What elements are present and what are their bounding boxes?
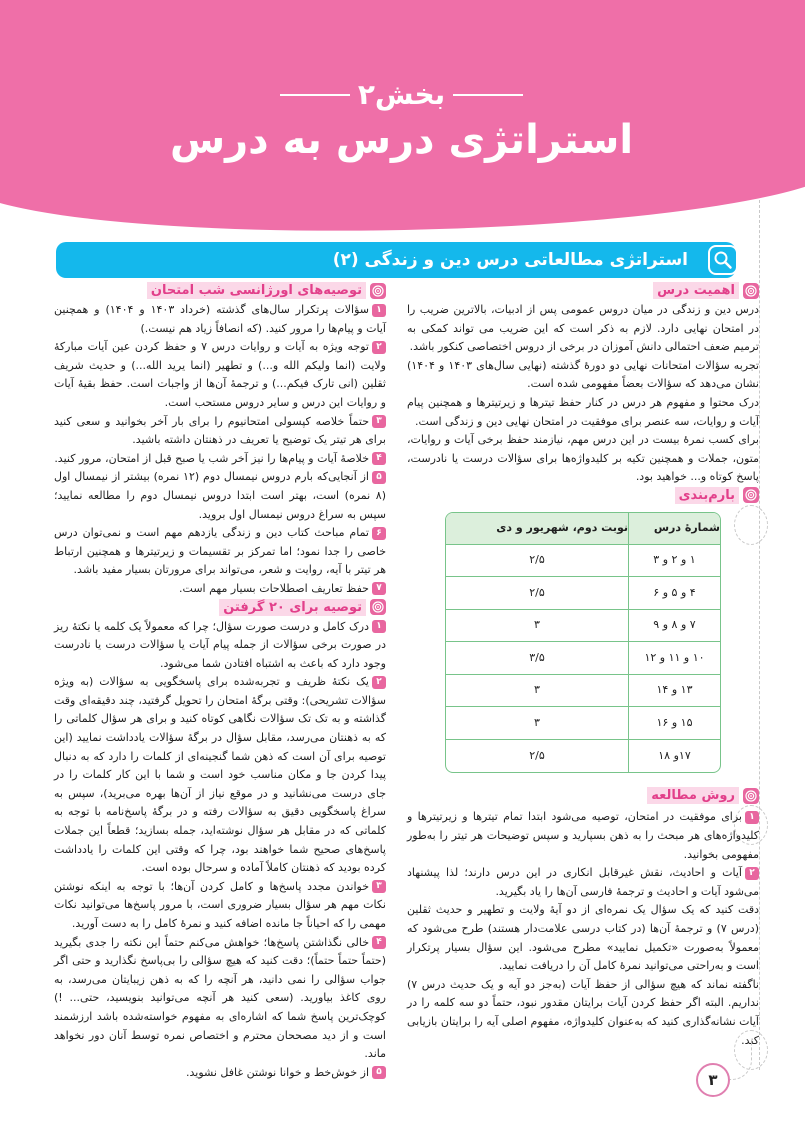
score-cell: ۳ (447, 707, 629, 740)
item-number: ۵ (373, 1066, 387, 1079)
score-cell: ۲/۵ (447, 577, 629, 610)
right-column (408, 282, 760, 1050)
paragraph: تجربه سؤالات امتحانات نهایی دو دورهٔ گذشته (نهایی سال‌های ۱۴۰۳ و ۱۴۰۴) نشان می‌دهد که سؤالات بعضاً مفهومی شده است. (408, 358, 760, 391)
lesson-cell: ۱۵ و ۱۶ (629, 707, 721, 740)
list-item (55, 301, 387, 338)
item-text: از خوش‌خط و خوانا نوشتن غافل نشوید. (187, 1065, 370, 1079)
lesson-cell: ۱۷و ۱۸ (629, 740, 721, 773)
list-item (55, 413, 387, 450)
study-method-title: روش مطالعه (648, 787, 740, 804)
lesson-cell: ۱۰ و ۱۱ و ۱۲ (629, 642, 721, 675)
item-number: ۴ (373, 452, 387, 465)
target-icon (371, 599, 387, 615)
divider (454, 94, 524, 96)
lesson-cell: ۱۳ و ۱۴ (629, 675, 721, 708)
list-item (55, 618, 387, 674)
score-cell: ۳/۵ (447, 642, 629, 675)
item-number: ۲ (373, 676, 387, 689)
list-item (55, 524, 387, 580)
item-text: یک نکتهٔ ظریف و تجربه‌شده برای پاسخگویی به سؤالات (به ویژه سؤالات تشریحی): وقتی برگهٔ امتحان را تحویل گرفتید، چند دقیقه‌ای وقت گذاشته و به تک تک سؤالات نگاهی کوتاه کنید و برای هر سؤال کلماتی را که به ذهنتان می‌رسد، مقابل سؤال در برگهٔ سؤالات یادداشت نمایید (این توصیه برای آن است که ذهن شما گنجینه‌ای از کلمات را دارد که به دنبال پیدا کردن جا و مکان مناسب خود است و شما با این کار کلمات را در جای درست می‌نشانید و در موقع نیاز از آن‌ها بهره می‌برید)، سپس به سراغ پاسخگویی دقیق به سؤالات رفته و در برگهٔ پاسخ‌نامه با توجه به کلماتی که در مقابل هر سؤال نوشته‌اید، جمله بسازید؛ قطعاً این جملات پاسخ‌های صحیح شما خواهند بود، چرا که وقتی این کلمات را یادداشت کرده بودید که ذهنتان کاملاً آماده و سرحال بوده است. (55, 675, 387, 875)
table-row (447, 707, 721, 740)
page-number: ۳ (697, 1063, 731, 1097)
scoring-table (446, 512, 722, 774)
item-text: حتماً خلاصه کپسولی امتحانیوم را برای بار آخر بخوانید و سعی کنید برای هر تیتر یک توضیح یا تعریف در ذهنتان داشته باشید. (55, 414, 387, 447)
item-number: ۱ (373, 620, 387, 633)
lesson-cell: ۴ و ۵ و ۶ (629, 577, 721, 610)
page-title: استراتژی درس به درس (170, 117, 635, 163)
list-item (408, 864, 760, 901)
list-item (55, 673, 387, 878)
item-text: توجه ویژه به آیات و روایات درس ۷ و حفظ کردن عین آیات مبارکهٔ ولایت (انما ولیکم الله و...) و تطهیر (انما یرید الله...) و حدیث شریف ثقلین (انی تارک فیکم...) و ترجمهٔ آن‌ها از واجبات است. حفظ بقیهٔ آیات و روایات این درس و سایر دروس مستحب است. (55, 340, 387, 409)
item-number: ۱ (746, 811, 760, 824)
importance-title: اهمیت درس (654, 282, 740, 299)
table-row (447, 675, 721, 708)
item-number: ۴ (373, 936, 387, 949)
score-cell: ۳ (447, 675, 629, 708)
header (0, 78, 805, 163)
item-text: خلاصهٔ آیات و پیام‌ها را نیز آخر شب یا صبح قبل از امتحان، مرور کنید. (55, 451, 370, 465)
list-item (55, 878, 387, 934)
list-item (55, 468, 387, 524)
item-text: حفظ تعاریف اصطلاحات بسیار مهم است. (180, 581, 370, 595)
item-number: ۶ (373, 527, 387, 540)
item-number: ۳ (373, 880, 387, 893)
item-text: از آنجایی‌که بارم دروس نیمسال دوم (۱۲ نمره) بیشتر از نیمسال اول (۸ نمره) است، بهتر است ابتدا دروس نیمسال دوم را مطالعه نمایید؛ سپس به سراغ دروس نیمسال اول بروید. (55, 470, 387, 521)
item-text: آیات و احادیث، نقش غیرقابل انکاری در این درس دارند؛ لذا پیشنهاد می‌شود آیات و احادیث و ترجمهٔ فارسی آن‌ها را یاد بگیرید. (408, 866, 760, 898)
divider (281, 94, 351, 96)
target-icon (744, 283, 760, 299)
paragraph: درس دین و زندگی در میان دروس عمومی پس از ادبیات، بالاترین ضریب را در امتحان نهایی دارد. لازم به ذکر است که این ضریب می تواند کمکی به ترمیم ضعف احتمالی دانش آموزان در برخی از دروس اختصاصی کنکور باشد. (408, 303, 760, 354)
twenty-tips-title: توصیه برای ۲۰ گرفتن (220, 599, 367, 616)
item-text: خواندن مجدد پاسخ‌ها و کامل کردن آن‌ها؛ با توجه به اینکه نوشتن نکات مهم هر سؤال بسیار ضروری است، با مرور پاسخ‌ها می‌توانید نکات مهمی را که احیاناً جا مانده اضافه کنید و نمرهٔ کامل را به دست آورید. (55, 879, 387, 930)
section-label: بخش۲ (358, 78, 447, 111)
table-row (447, 642, 721, 675)
topic-title: استراتژی مطالعاتی درس دین و زندگی (۲) (333, 250, 689, 270)
list-item (55, 1064, 387, 1083)
section-label-row (0, 78, 805, 111)
score-cell: ۲/۵ (447, 545, 629, 578)
lesson-cell: ۷ و ۸ و ۹ (629, 610, 721, 643)
item-number: ۳ (373, 415, 387, 428)
item-number: ۱ (373, 304, 387, 317)
item-text: سؤالات پرتکرار سال‌های گذشته (خرداد ۱۴۰۳ و ۱۴۰۴) و همچنین آیات و پیام‌ها را مرور کنید. (که انصافاً زیاد هم نیست.) (55, 303, 387, 335)
paragraph: ناگفته نماند که هیچ سؤالی از حفظ آیات (به‌جز دو آیه و یک حدیث درس ۷) نداریم. البته اگر حفظ کردن آیات برایتان مقدور نبود، حتماً دو سه کلمه را در آیات نشانه‌گذاری کنید که به‌عنوان کلیدواژه، مفهوم اصلی آیه را برایتان بازیابی کند. (408, 977, 760, 1047)
item-number: ۲ (373, 341, 387, 354)
column-header: شمارهٔ درس (629, 513, 721, 545)
paragraph: درک محتوا و مفهوم هر درس در کنار حفظ تیترها و زیرتیترها و همچنین پیام آیات و روایات، سه عنصر برای موفقیت در امتحان نهایی دین و زندگی است. (408, 395, 760, 428)
score-cell: ۳ (447, 610, 629, 643)
twenty-tips-heading (55, 599, 387, 616)
lesson-cell: ۱ و ۲ و ۳ (629, 545, 721, 578)
urgent-tips-heading (55, 282, 387, 299)
target-icon (744, 487, 760, 503)
item-text: خالی نگذاشتن پاسخ‌ها؛ خواهش می‌کنم حتماً این نکته را جدی بگیرید (حتماً حتماً حتماً)؛ دقت کنید که هیچ سؤالی را بی‌پاسخ نگذارید و حتی اگر جواب سؤالی را نمی دانید، هر آنچه را که به ذهن زیبایتان می‌رسد، به روی کاغذ بیاورید. (سعی کنید هر آنچه می‌توانید بنویسید، حتی... !) کوچک‌ترین پاسخ شما که اشاره‌ای به مفهوم خواسته‌شده باشد ارزشمند است و از دید مصححان محترم و اختصاص نمره توسط آنان دور نخواهد ماند. (55, 935, 387, 1061)
importance-heading (408, 282, 760, 299)
table-header-row (447, 513, 721, 545)
column-header: نوبت دوم، شهریور و دی (447, 513, 629, 545)
table-row (447, 740, 721, 773)
topic-title-bar (57, 242, 737, 278)
list-item (55, 450, 387, 469)
paragraph: دقت کنید که یک سؤال یک نمره‌ای از دو آیهٔ ولایت و تطهیر و حدیث ثقلین (درس ۷) و ترجمهٔ آن‌ها (در کتاب درسی علامت‌دار هستند) طرح می‌شود که معمولاً به‌صورت «تکمیل نمایید» مطرح می‌شود. این سؤال بسیار پرتکرار است و به‌راحتی می‌توانید نمرهٔ کامل آن را دریافت نمایید. (408, 903, 760, 973)
study-method-heading (408, 787, 760, 804)
scoring-title: بارم‌بندی (676, 487, 740, 504)
item-number: ۷ (373, 582, 387, 595)
table-row (447, 610, 721, 643)
target-icon (744, 788, 760, 804)
item-text: برای موفقیت در امتحان، توصیه می‌شود ابتدا تمام تیترها و زیرتیترها و کلیدواژه‌های هر مبحث را به ذهن بسپارید و سپس توضیحات هر تیتر را به‌طور مفهومی بخوانید. (408, 810, 760, 861)
item-number: ۲ (746, 867, 760, 880)
dashed-connector (731, 1040, 753, 1080)
list-item (408, 808, 760, 864)
left-column (55, 282, 387, 1082)
paragraph: برای کسب نمرهٔ بیست در این درس مهم، نیازمند حفظ برخی آیات و روایات، متون، جملات و همچنین تکیه بر کلیدواژه‌ها برای سؤالات درست یا نادرست، پاسخ کوتاه و... خواهید بود. (408, 433, 760, 484)
table-row (447, 577, 721, 610)
list-item (55, 580, 387, 599)
table-row (447, 545, 721, 578)
score-cell: ۲/۵ (530, 748, 546, 762)
item-text: درک کامل و درست صورت سؤال؛ چرا که معمولاً یک کلمه یا نکتهٔ ریز در صورت برخی سؤالات از جمله پیام آیات یا سؤالات درست یا نادرست وجود دارد که باعث به اشتباه افتادن شما می‌شود. (55, 619, 387, 670)
item-number: ۵ (373, 471, 387, 484)
target-icon (371, 283, 387, 299)
urgent-tips-title: توصیه‌های اورژانسی شب امتحان (148, 282, 367, 299)
list-item (55, 934, 387, 1064)
magnifier-icon (709, 245, 739, 275)
list-item (55, 338, 387, 412)
item-text: تمام مباحث کتاب دین و زندگی یازدهم مهم است و نمی‌توان درس خاصی را جدا نمود؛ اما تمرکز بر تقسیمات و زیرتیترها و همچنین ارتباط هر تیتر با آیه، روایت و شعر، می‌تواند برای مرورتان بسیار مفید باشد. (55, 526, 387, 577)
scoring-heading (408, 487, 760, 504)
